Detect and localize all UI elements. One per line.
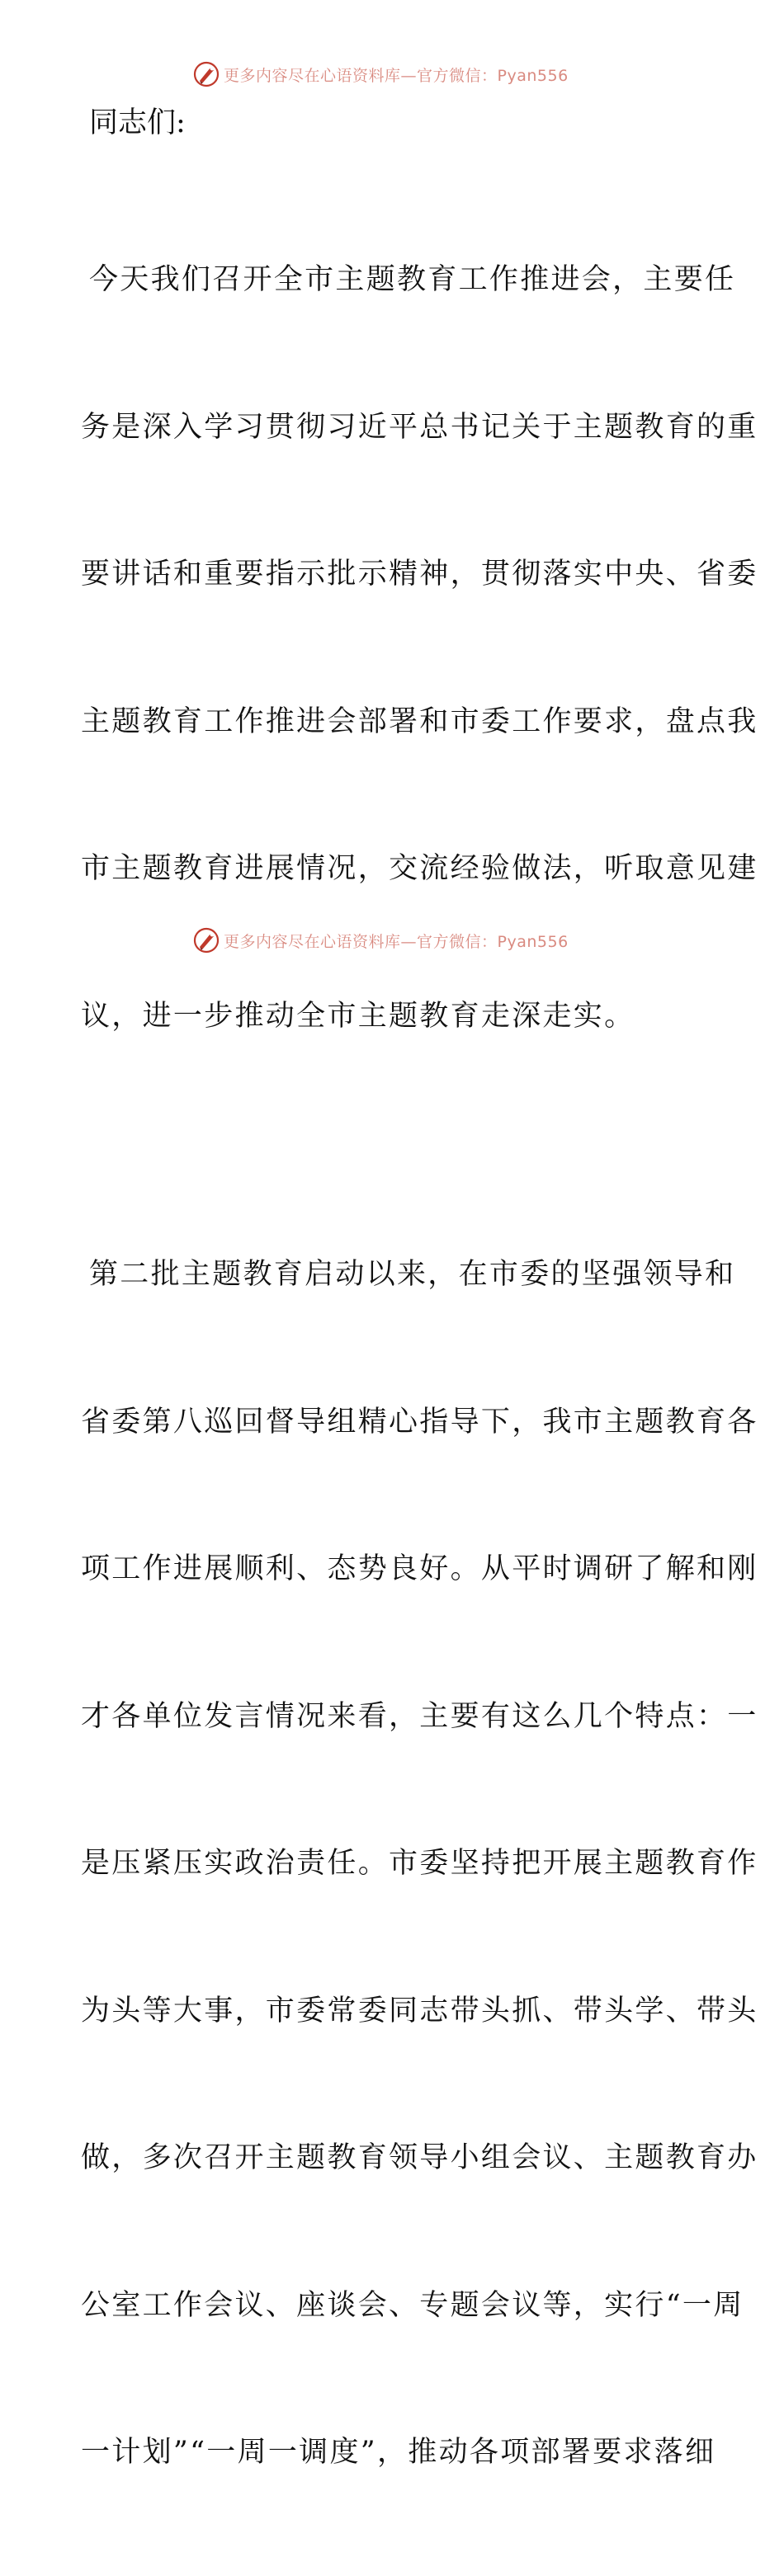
text-line: 省委第八巡回督导组精心指导下，我市主题教育各 [81,1405,758,1439]
text-line: 项工作进展顺利、态势良好。从平时调研了解和刚 [81,1552,758,1585]
text-line: 今天我们召开全市主题教育工作推进会，主要任 [89,263,736,296]
text-line: 为头等大事，市委常委同志带头抓、带头学、带头 [81,1994,758,2027]
text-line: 要讲话和重要指示批示精神，贯彻落实中央、省委 [81,558,758,591]
text-line: 主题教育工作推进会部署和市委工作要求，盘点我 [81,704,758,738]
watermark-wechat-id: Pyan556 [497,66,569,85]
header-watermark [192,59,569,89]
text-line: 市主题教育进展情况，交流经验做法，听取意见建 [81,852,758,885]
paragraph-1 [81,158,758,1139]
salutation: 同志们: [89,106,186,139]
footer-watermark [192,925,569,955]
text-line: 做，多次召开主题教育领导小组会议、主题教育办 [81,2141,758,2174]
text-line: 是压紧压实政治责任。市委坚持把开展主题教育作 [81,1847,758,1880]
document-body [81,102,758,2576]
quill-pen-icon [192,60,220,88]
paragraph-2 [81,1152,758,2576]
text-line: 一计划”“一周一调度”，推动各项部署要求落细 [81,2436,716,2469]
text-line: 才各单位发言情况来看，主要有这么几个特点：一 [81,1699,758,1733]
watermark-text: 更多内容尽在心语资料库—官方微信： [224,932,498,951]
text-line: 公室工作会议、座谈会、专题会议等，实行“一周 [81,2288,744,2322]
text-line: 议，进一步推动全市主题教育走深走实。 [81,999,635,1033]
watermark-wechat-id: Pyan556 [497,932,569,951]
quill-pen-icon [192,926,220,954]
watermark-text: 更多内容尽在心语资料库—官方微信： [224,66,498,85]
text-line: 第二批主题教育启动以来，在市委的坚强领导和 [89,1258,736,1291]
text-line: 务是深入学习贯彻习近平总书记关于主题教育的重 [81,410,758,444]
